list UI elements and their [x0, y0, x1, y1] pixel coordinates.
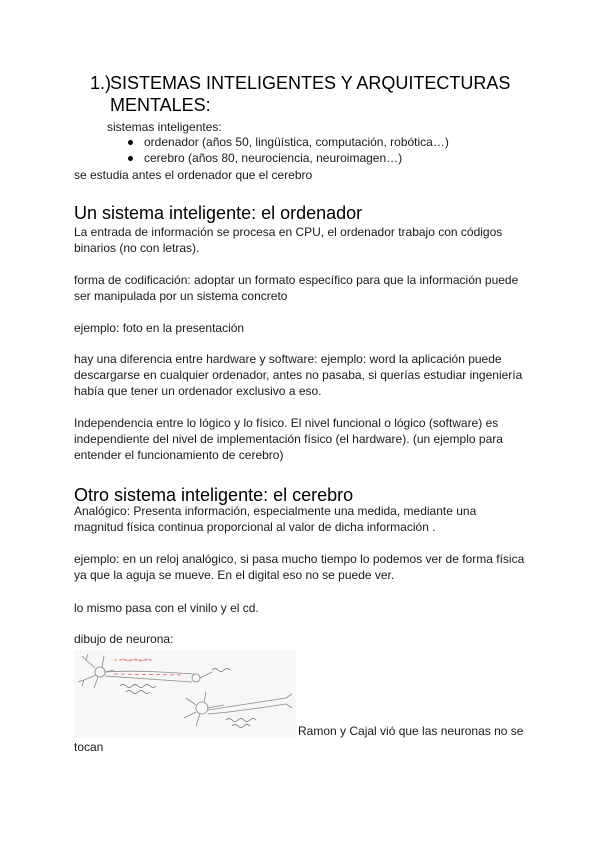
heading-line-2: MENTALES:	[110, 95, 211, 115]
paragraph: ejemplo: en un reloj analógico, si pasa mucho tiempo lo podemos ver de forma física ya que la aguja se mueve. En el digital eso no se puede ver.	[74, 552, 525, 582]
bullet-list	[112, 134, 449, 166]
paragraph: La entrada de información se procesa en CPU, el ordenador trabajo con códigos binarios (no con letras).	[74, 225, 503, 255]
paragraph: Independencia entre lo lógico y lo físico. El nivel funcional o lógico (software) es independiente del nivel de implementación físico (el hardware). (un ejemplo para entender el funcionamiento de cerebro)	[74, 416, 503, 462]
neuron-sketch-icon	[74, 650, 296, 738]
bullet-icon	[128, 140, 133, 145]
section-title-ordenador: Un sistema inteligente: el ordenador	[74, 203, 363, 223]
list-item: ordenador (años 50, lingüística, computación, robótica…)	[112, 134, 449, 150]
paragraph: Analógico: Presenta información, especialmente una medida, mediante una magnitud física continua proporcional al valor de dicha información .	[74, 504, 477, 534]
image-caption: Ramon y Cajal vió que las neuronas no se	[298, 724, 524, 738]
intro-label: sistemas inteligentes:	[107, 120, 222, 134]
section-title-cerebro: Otro sistema inteligente: el cerebro	[74, 485, 354, 505]
heading-number: 1.)	[90, 73, 112, 93]
bullet-icon	[128, 156, 133, 161]
intro-note: se estudia antes el ordenador que el cerebro	[74, 168, 313, 182]
paragraph: ejemplo: foto en la presentación	[74, 321, 245, 335]
paragraph: hay una diferencia entre hardware y software: ejemplo: word la aplicación puede descargarse en cualquier ordenador, antes no pasaba, si querías estudiar ingeniería había que tener un ordenador exclusivo a eso.	[74, 352, 523, 398]
list-item: cerebro (años 80, neurociencia, neuroimagen…)	[112, 150, 449, 166]
image-caption-continued: tocan	[74, 740, 104, 754]
heading-line-1: SISTEMAS INTELIGENTES Y ARQUITECTURAS	[110, 73, 511, 93]
neuron-drawing-image	[74, 650, 296, 738]
paragraph: forma de codificación: adoptar un formato específico para que la información puede ser manipulada por un sistema concreto	[74, 273, 519, 303]
paragraph: lo mismo pasa con el vinilo y el cd.	[74, 601, 259, 615]
main-heading	[90, 72, 570, 116]
paragraph: dibujo de neurona:	[74, 632, 174, 646]
